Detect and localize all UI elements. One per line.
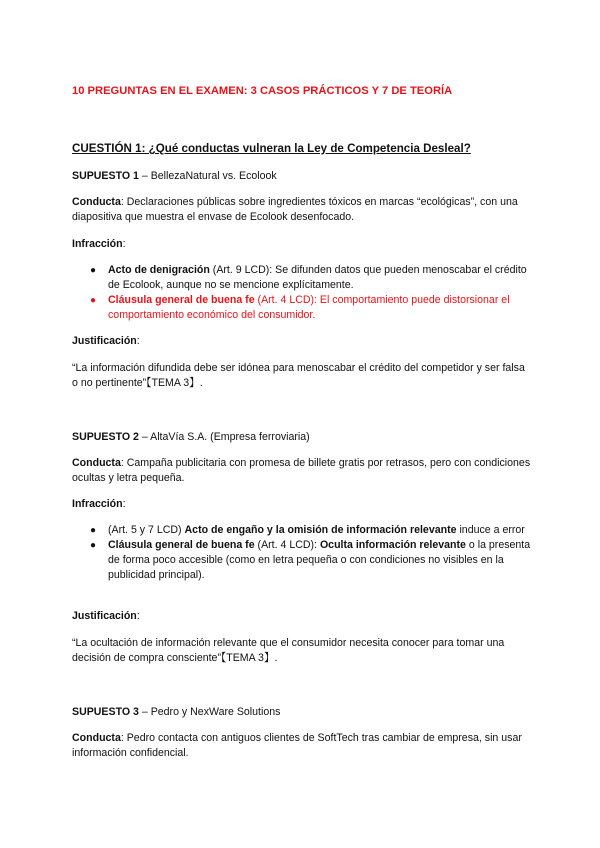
supuesto-parties: BellezaNatural vs. Ecolook <box>150 170 277 182</box>
supuesto-label: SUPUESTO 3 <box>72 706 139 718</box>
supuesto-1-conducta <box>72 195 532 225</box>
colon: : <box>122 498 126 510</box>
supuesto-2-infraccion-label <box>72 497 532 512</box>
supuesto-parties: Pedro y NexWare Solutions <box>150 706 281 718</box>
supuesto-parties: AltaVía S.A. (Empresa ferroviaria) <box>150 431 310 443</box>
conducta-label: Conducta <box>72 196 121 208</box>
supuesto-1-heading <box>72 169 532 184</box>
supuesto-label: SUPUESTO 1 <box>72 170 139 182</box>
justificacion-label: Justificación <box>72 335 137 347</box>
supuesto-1-justificacion-text: “La información difundida debe ser idónea para menoscabar el crédito del competidor y ser falsa o no pertinente”【TEMA 3】. <box>72 362 525 389</box>
question-1-title: CUESTIÓN 1: ¿Qué conductas vulneran la Ley de Competencia Desleal? <box>72 142 471 155</box>
bullet-text: induce a error <box>456 524 525 536</box>
list-item <box>72 263 532 293</box>
bullet-prefix: (Art. 5 y 7 LCD) <box>108 524 185 536</box>
bullet-icon: ● <box>90 525 97 536</box>
colon: : <box>136 610 140 622</box>
exam-heading: 10 PREGUNTAS EN EL EXAMEN: 3 CASOS PRÁCTICOS Y 7 DE TEORÍA <box>72 85 453 97</box>
list-item <box>72 293 532 323</box>
conducta-text: : Declaraciones públicas sobre ingredientes tóxicos en marcas “ecológicas”, con una diapositiva que muestra el envase de Ecolook desenfocado. <box>72 196 518 223</box>
supuesto-3-conducta <box>72 731 532 761</box>
supuesto-1-justificacion-label <box>72 334 532 349</box>
infraccion-label: Infracción <box>72 498 123 510</box>
justificacion-label: Justificación <box>72 610 137 622</box>
bullet-text: o la presenta de forma poco accesible (como en letra pequeña o con condiciones no visibles en la publicidad principal). <box>108 539 531 581</box>
bullet-text: (Art. 9 LCD): Se difunden datos que pueden menoscabar el crédito de Ecolook, aunque no se mencione explícitamente. <box>108 264 527 291</box>
bullet-bold: Cláusula general de buena fe <box>108 539 255 551</box>
supuesto-3-heading <box>72 705 532 720</box>
bullet-text: (Art. 4 LCD): El comportamiento puede distorsionar el comportamiento económico del consumidor. <box>108 294 510 321</box>
bullet-icon: ● <box>90 265 97 276</box>
list-item <box>72 523 532 538</box>
dash: – <box>138 706 151 718</box>
bullet-bold: Cláusula general de buena fe <box>108 294 255 306</box>
colon: : <box>136 335 140 347</box>
supuesto-1-infraccion-list <box>72 263 532 323</box>
supuesto-label: SUPUESTO 2 <box>72 431 139 443</box>
bullet-mid: (Art. 4 LCD): <box>254 539 320 551</box>
conducta-text: : Pedro contacta con antiguos clientes de SoftTech tras cambiar de empresa, sin usar información confidencial. <box>72 732 522 759</box>
supuesto-2-justificacion-label <box>72 609 532 624</box>
supuesto-2-heading <box>72 430 532 445</box>
infraccion-label: Infracción <box>72 238 123 250</box>
list-item <box>72 538 532 583</box>
supuesto-2-infraccion-list <box>72 523 532 583</box>
dash: – <box>138 170 151 182</box>
conducta-text: : Campaña publicitaria con promesa de billete gratis por retrasos, pero con condiciones ocultas y letra pequeña. <box>72 457 531 484</box>
bullet-icon: ● <box>90 295 97 306</box>
bullet-icon: ● <box>90 540 97 551</box>
bullet-bold: Acto de denigración <box>108 264 210 276</box>
bullet-bold-2: Oculta información relevante <box>319 539 466 551</box>
conducta-label: Conducta <box>72 457 121 469</box>
conducta-label: Conducta <box>72 732 121 744</box>
dash: – <box>138 431 151 443</box>
bullet-bold: Acto de engaño y la omisión de información relevante <box>184 524 457 536</box>
supuesto-1-infraccion-label <box>72 237 532 252</box>
colon: : <box>122 238 126 250</box>
supuesto-2-conducta <box>72 456 532 486</box>
supuesto-2-justificacion-text: “La ocultación de información relevante que el consumidor necesita conocer para tomar una decisión de compra consciente”【TEMA 3】. <box>72 637 505 664</box>
